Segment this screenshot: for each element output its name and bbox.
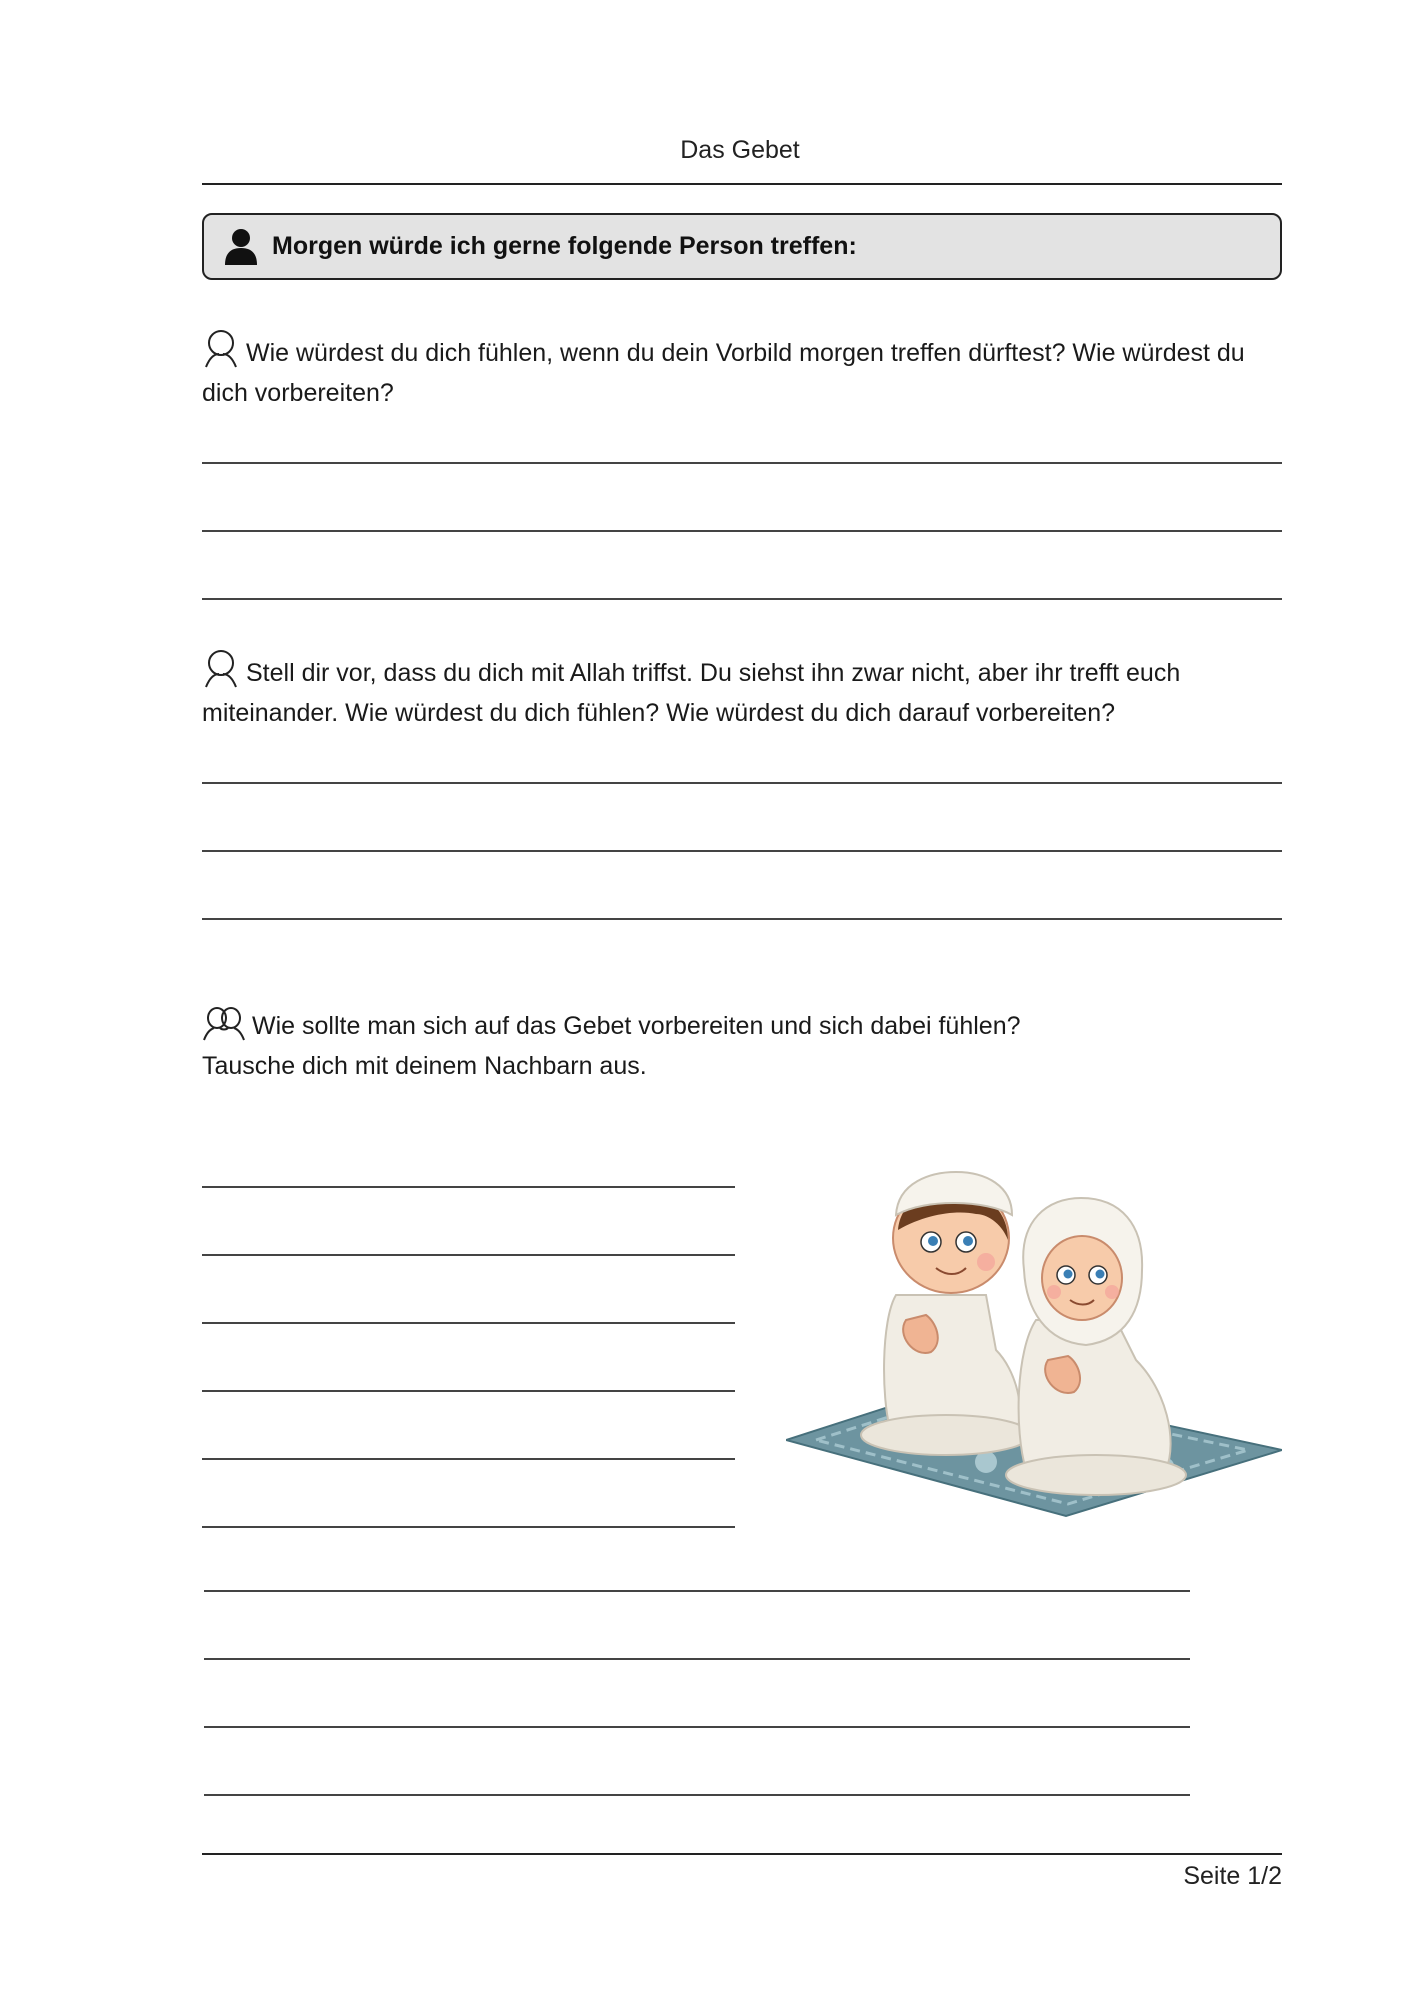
- answer-line[interactable]: [202, 1186, 735, 1188]
- question-1: [202, 329, 1292, 413]
- answer-line[interactable]: [202, 1254, 735, 1256]
- answer-line[interactable]: [202, 1322, 735, 1324]
- answer-line[interactable]: [202, 1458, 735, 1460]
- answer-line[interactable]: [202, 530, 1282, 532]
- question-3-line-1: Wie sollte man sich auf das Gebet vorbereiten und sich dabei fühlen?: [252, 1012, 1021, 1040]
- question-3-line-2: Tausche dich mit deinem Nachbarn aus.: [202, 1052, 647, 1080]
- question-2-text: Stell dir vor, dass du dich mit Allah triffst. Du siehst ihn zwar nicht, aber ihr trefft euch miteinander. Wie würdest du dich fühlen? Wie würdest du dich darauf vorbereiten?: [202, 659, 1181, 727]
- answer-line[interactable]: [202, 598, 1282, 600]
- single-person-outline-icon: [202, 649, 240, 689]
- question-1-text: Wie würdest du dich fühlen, wenn du dein Vorbild morgen treffen dürftest? Wie würdest du dich vorbereiten?: [202, 339, 1245, 407]
- header-divider: [202, 183, 1282, 185]
- answer-line[interactable]: [204, 1658, 1190, 1660]
- question-3: [202, 1006, 1292, 1086]
- footer-divider: [202, 1853, 1282, 1855]
- page-title: Das Gebet: [680, 136, 800, 164]
- answer-line[interactable]: [202, 1526, 735, 1528]
- answer-line[interactable]: [204, 1794, 1190, 1796]
- answer-line[interactable]: [204, 1590, 1190, 1592]
- answer-line[interactable]: [202, 782, 1282, 784]
- partner-outline-icon: [202, 1006, 246, 1042]
- task-box: [202, 213, 1282, 280]
- page-number: Seite 1/2: [1183, 1862, 1282, 1890]
- single-person-outline-icon: [202, 329, 240, 369]
- answer-line[interactable]: [202, 1390, 735, 1392]
- task-box-label: Morgen würde ich gerne folgende Person treffen:: [272, 232, 857, 260]
- praying-children-illustration: [786, 1170, 1282, 1518]
- answer-line[interactable]: [202, 850, 1282, 852]
- answer-line[interactable]: [202, 462, 1282, 464]
- answer-line[interactable]: [202, 918, 1282, 920]
- person-icon: [224, 228, 258, 266]
- answer-line[interactable]: [204, 1726, 1190, 1728]
- question-2: [202, 649, 1292, 733]
